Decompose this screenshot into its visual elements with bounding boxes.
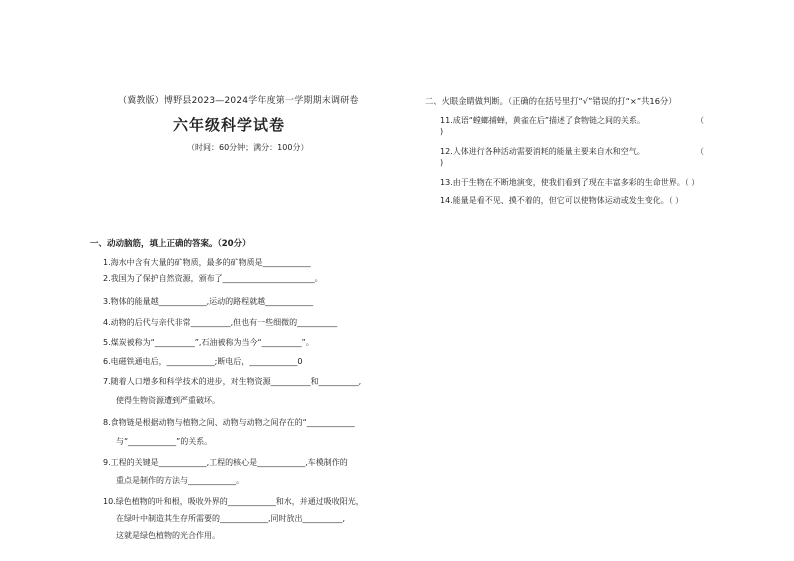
answer-paren-open: （ <box>696 147 704 156</box>
question-line: 1.海水中含有大量的矿物质，最多的矿物质是____________ <box>103 258 311 267</box>
judgment-line: 13.由于生物在不断地演变，使我们看到了现在丰富多彩的生命世界。（ ） <box>440 178 700 187</box>
answer-paren-close: ) <box>440 127 444 136</box>
exam-subtitle: （冀教版）博野县2023—2024学年度第一学期期末调研卷 <box>118 96 359 106</box>
exam-meta: （时间：60分钟；满分：100分） <box>187 143 309 152</box>
judgment-line: 11.成语“螳螂捕蝉，黄雀在后”描述了食物链之间的关系。 <box>440 116 646 125</box>
question-line: 8.食物链是根据动物与植物之间、动物与动物之间存在的“____________ <box>103 418 355 427</box>
question-line: 2.我国为了保护自然资源，颁布了_______________________。 <box>103 274 323 283</box>
section2-title: 二、火眼金睛做判断。（正确的在括号里打“√”错误的打“×”共16分） <box>425 96 677 106</box>
question-line: 这就是绿色植物的光合作用。 <box>116 531 220 540</box>
judgment-line: 12.人体进行各种活动需要消耗的能量主要来自水和空气。 <box>440 147 645 156</box>
question-line: 4.动物的后代与亲代非常__________,但也有一些细微的__________ <box>103 318 338 327</box>
question-line: 在绿叶中制造其生存所需要的____________,同时放出__________, <box>116 514 346 523</box>
judgment-line: 14.能量是看不见、摸不着的，但它可以使物体运动或发生变化。（ ） <box>440 196 684 205</box>
question-line: 7.随着人口增多和科学技术的进步，对生物资源__________和__________, <box>103 377 362 386</box>
question-line: 10.绿色植物的叶和根，吸收外界的____________和水，并通过吸收阳光， <box>103 497 364 506</box>
answer-paren-open: （ <box>696 116 704 125</box>
question-line: 重点是制作的方法与____________。 <box>116 476 244 485</box>
question-line: 与“____________”的关系。 <box>116 437 213 446</box>
section1-title: 一、动动脑筋，填上正确的答案。（20分） <box>90 239 251 249</box>
question-line: 5.煤炭被称为“__________”,石油被称为当今“__________”。 <box>103 338 314 347</box>
question-line: 6.电磁铁通电后，____________;断电后，____________0 <box>103 357 303 366</box>
answer-paren-close: ) <box>440 158 444 167</box>
question-line: 9.工程的关键是____________,工程的核心是____________,车模制作的 <box>103 458 348 467</box>
question-line: 3.物体的能量越____________,运动的路程就越____________ <box>103 297 314 306</box>
exam-title: 六年级科学试卷 <box>173 116 286 134</box>
question-line: 使得生物资源遭到严重破坏。 <box>116 396 220 405</box>
